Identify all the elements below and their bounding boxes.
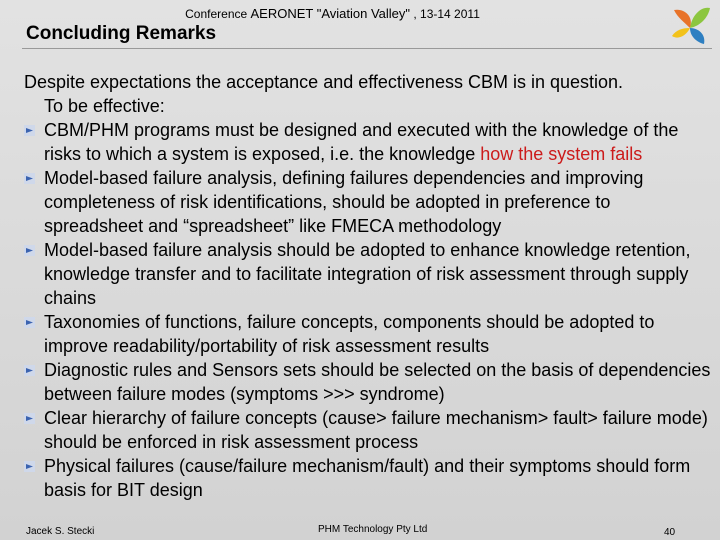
bullet-item <box>24 406 714 454</box>
bullet-text: Model-based failure analysis, defining failures dependencies and improving completeness of risk identifications, should be adopted in preference to spreadsheet and “spreadsheet” like FMECA methodology <box>44 168 644 236</box>
intro-text: Despite expectations the acceptance and effectiveness CBM is in question. <box>24 72 624 92</box>
arrow-bullet-icon <box>24 461 35 472</box>
arrow-bullet-icon <box>24 125 35 136</box>
arrow-bullet-icon <box>24 413 35 424</box>
header-date: , 13-14 2011 <box>410 7 480 21</box>
arrow-bullet-icon <box>24 317 35 328</box>
bullet-text: Clear hierarchy of failure concepts (cause> failure mechanism> fault> failure mode) should be enforced in risk assessment process <box>44 408 708 452</box>
bullet-list <box>24 118 714 502</box>
bullet-text: Diagnostic rules and Sensors sets should be selected on the basis of dependencies between failure modes (symptoms >>> syndrome) <box>44 360 711 404</box>
bullet-item <box>24 310 714 358</box>
arrow-bullet-icon <box>24 365 35 376</box>
bullet-item <box>24 358 714 406</box>
logo-icon <box>668 2 712 46</box>
bullet-highlight-text: how the system fails <box>480 144 643 164</box>
bullet-text: Model-based failure analysis should be adopted to enhance knowledge retention, knowledge transfer and to facilitate integration of risk assessment through supply chains <box>44 240 691 308</box>
header-divider <box>22 48 712 49</box>
bullet-item <box>24 238 714 310</box>
footer-author: Jacek S. Stecki <box>26 526 95 537</box>
footer-company: PHM Technology Pty Ltd <box>318 524 428 535</box>
arrow-bullet-icon <box>24 245 35 256</box>
page-number: 40 <box>664 527 676 538</box>
bullet-item <box>24 118 714 166</box>
slide-title: Concluding Remarks <box>26 23 217 44</box>
conference-header <box>0 6 665 21</box>
bullet-item <box>24 166 714 238</box>
header-conference-name: AERONET "Aviation Valley" <box>250 6 411 21</box>
slide-body <box>24 70 714 502</box>
bullet-text: CBM/PHM programs must be designed and executed with the knowledge of the risks to which a system is exposed, i.e. the knowledge <box>44 120 679 164</box>
bullet-text: Physical failures (cause/failure mechanism/fault) and their symptoms should form basis for BIT design <box>44 456 691 500</box>
to-be-effective-text: To be effective: <box>44 96 165 116</box>
header-prefix: Conference <box>185 7 251 21</box>
arrow-bullet-icon <box>24 173 35 184</box>
bullet-text: Taxonomies of functions, failure concepts, components should be adopted to improve readability/portability of risk assessment results <box>44 312 655 356</box>
bullet-item <box>24 454 714 502</box>
